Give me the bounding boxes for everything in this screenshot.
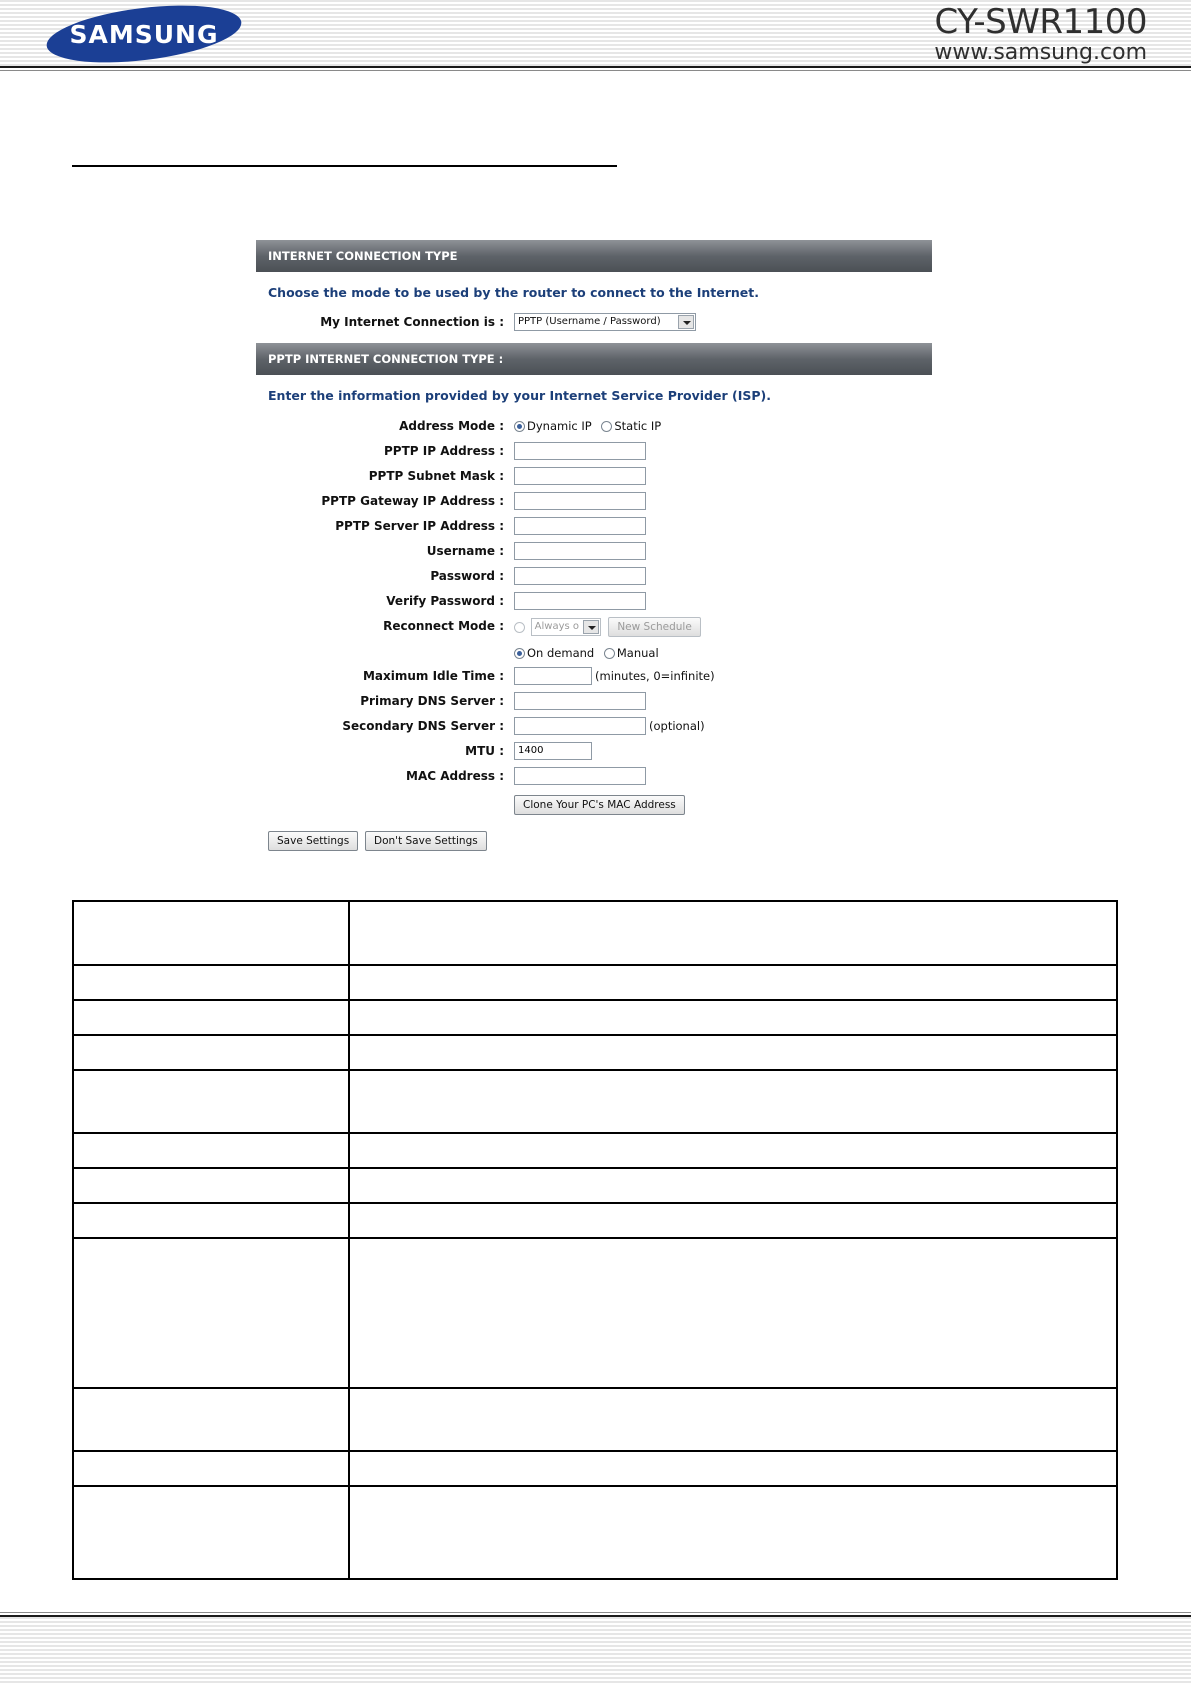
model-block xyxy=(934,2,1147,64)
clone-mac-button[interactable]: Clone Your PC's MAC Address xyxy=(514,795,685,815)
mac-address-input[interactable] xyxy=(514,767,646,785)
save-settings-button[interactable]: Save Settings xyxy=(268,831,358,851)
username-label: Username : xyxy=(426,544,504,558)
table-row xyxy=(73,1238,1117,1388)
username-row xyxy=(256,542,932,562)
on-demand-label: On demand xyxy=(527,646,595,660)
table-row xyxy=(73,901,1117,965)
address-mode-row xyxy=(256,417,932,437)
max-idle-input[interactable] xyxy=(514,667,592,685)
secondary-dns-input[interactable] xyxy=(514,717,646,735)
pptp-ip-label: PPTP IP Address : xyxy=(384,444,504,458)
password-row xyxy=(256,567,932,587)
samsung-logo xyxy=(44,3,244,65)
settings-description-table xyxy=(72,900,1118,1580)
password-label: Password : xyxy=(430,569,504,583)
chevron-down-icon[interactable] xyxy=(583,620,599,634)
verify-password-row xyxy=(256,592,932,612)
secondary-dns-note: (optional) xyxy=(649,718,705,733)
connection-type-row xyxy=(256,313,932,333)
chevron-down-icon[interactable] xyxy=(678,315,694,329)
table-row xyxy=(73,1133,1117,1168)
connection-type-value: PPTP (Username / Password) xyxy=(518,316,661,327)
on-demand-radio[interactable] xyxy=(514,648,525,659)
secondary-dns-row xyxy=(256,717,932,737)
pptp-ip-input[interactable] xyxy=(514,442,646,460)
pptp-gateway-label: PPTP Gateway IP Address : xyxy=(321,494,504,508)
page-footer xyxy=(0,1617,1191,1684)
primary-dns-label: Primary DNS Server : xyxy=(360,694,504,708)
reconnect-mode-label: Reconnect Mode : xyxy=(383,619,504,633)
section-header-connection-type: INTERNET CONNECTION TYPE xyxy=(256,240,932,272)
table-row xyxy=(73,1203,1117,1238)
header-rule xyxy=(0,66,1191,68)
section-title-underline xyxy=(72,165,617,167)
pptp-ip-row xyxy=(256,442,932,462)
dont-save-settings-button[interactable]: Don't Save Settings xyxy=(365,831,487,851)
dynamic-ip-radio[interactable] xyxy=(514,421,525,432)
table-row xyxy=(73,1035,1117,1070)
dynamic-ip-label: Dynamic IP xyxy=(527,419,592,433)
pptp-subnet-label: PPTP Subnet Mask : xyxy=(368,469,504,483)
table-row xyxy=(73,1388,1117,1451)
table-row xyxy=(73,965,1117,1000)
pptp-server-label: PPTP Server IP Address : xyxy=(335,519,504,533)
connection-type-label: My Internet Connection is : xyxy=(320,315,504,329)
connection-type-select[interactable] xyxy=(514,313,696,331)
schedule-value: Always o xyxy=(534,621,580,632)
pptp-gateway-input[interactable] xyxy=(514,492,646,510)
form-actions xyxy=(268,831,944,851)
model-number: CY-SWR1100 xyxy=(934,2,1147,42)
table-row xyxy=(73,1451,1117,1486)
table-row xyxy=(73,1486,1117,1579)
mtu-input[interactable]: 1400 xyxy=(514,742,592,760)
manual-radio[interactable] xyxy=(604,648,615,659)
table-row xyxy=(73,1168,1117,1203)
address-mode-label: Address Mode : xyxy=(399,419,504,433)
table-row xyxy=(73,1070,1117,1133)
new-schedule-button[interactable]: New Schedule xyxy=(608,617,701,637)
max-idle-row xyxy=(256,667,932,687)
verify-password-input[interactable] xyxy=(514,592,646,610)
static-ip-radio[interactable] xyxy=(601,421,612,432)
connection-instruction: Choose the mode to be used by the router to connect to the Internet. xyxy=(268,285,760,300)
manual-label: Manual xyxy=(616,646,659,660)
clone-mac-row xyxy=(256,795,932,815)
pptp-subnet-input[interactable] xyxy=(514,467,646,485)
static-ip-label: Static IP xyxy=(614,419,662,433)
reconnect-mode-row xyxy=(256,617,932,637)
verify-password-label: Verify Password : xyxy=(386,594,504,608)
pptp-server-input[interactable] xyxy=(514,517,646,535)
pptp-gateway-row xyxy=(256,492,932,512)
secondary-dns-label: Secondary DNS Server : xyxy=(342,719,504,733)
max-idle-label: Maximum Idle Time : xyxy=(362,669,504,683)
password-input[interactable] xyxy=(514,567,646,585)
primary-dns-row xyxy=(256,692,932,712)
username-input[interactable] xyxy=(514,542,646,560)
router-settings-screenshot xyxy=(256,240,932,860)
reconnect-mode-options-row xyxy=(256,644,932,664)
pptp-server-row xyxy=(256,517,932,537)
max-idle-note: (minutes, 0=infinite) xyxy=(595,668,715,683)
header-rule-thin xyxy=(0,70,1191,71)
pptp-subnet-row xyxy=(256,467,932,487)
mtu-row xyxy=(256,742,932,762)
mac-address-label: MAC Address : xyxy=(406,769,504,783)
table-row xyxy=(73,1000,1117,1035)
website-url: www.samsung.com xyxy=(934,40,1147,65)
mac-address-row xyxy=(256,767,932,787)
schedule-select[interactable] xyxy=(531,618,601,636)
primary-dns-input[interactable] xyxy=(514,692,646,710)
footer-rule-thin xyxy=(0,1612,1191,1613)
mtu-label: MTU : xyxy=(465,744,504,758)
section-header-pptp: PPTP INTERNET CONNECTION TYPE : xyxy=(256,343,932,375)
brand-text: SAMSUNG xyxy=(69,20,219,49)
always-on-radio[interactable] xyxy=(514,622,525,633)
pptp-instruction: Enter the information provided by your Internet Service Provider (ISP). xyxy=(268,388,771,403)
